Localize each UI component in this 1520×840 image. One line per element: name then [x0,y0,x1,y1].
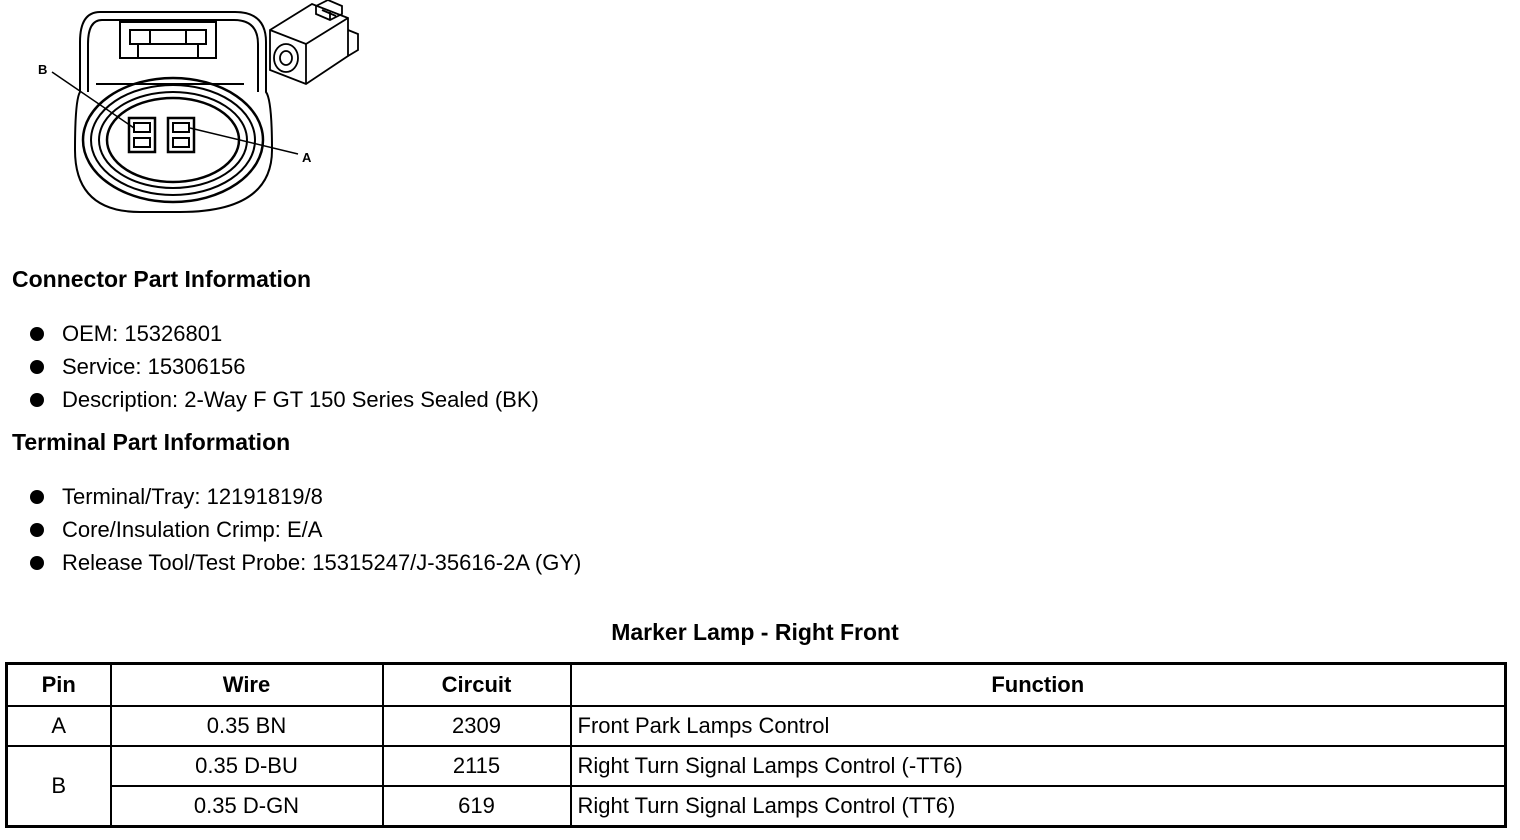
cell-function: Right Turn Signal Lamps Control (-TT6) [571,746,1506,786]
table-row [7,706,1506,746]
bullet-icon [30,523,44,537]
connector-info-heading: Connector Part Information [12,266,312,292]
header-function: Function [571,664,1506,707]
cell-wire: 0.35 D-GN [111,786,383,827]
terminal-info-list [28,480,581,579]
cell-circuit: 2309 [383,706,571,746]
table-row [7,746,1506,786]
header-circuit: Circuit [383,664,571,707]
cell-pin: B [7,746,111,827]
connector-info-list [28,317,539,416]
list-item: Description: 2-Way F GT 150 Series Sealed (BK) [28,383,539,416]
pinout-table [5,662,1507,828]
cell-pin: A [7,706,111,746]
cell-function: Right Turn Signal Lamps Control (TT6) [571,786,1506,827]
bullet-icon [30,360,44,374]
table-header-row [7,664,1506,707]
cell-circuit: 2115 [383,746,571,786]
pin-label-a: A [302,150,312,165]
cell-wire: 0.35 D-BU [111,746,383,786]
list-item: Service: 15306156 [28,350,539,383]
terminal-info-heading: Terminal Part Information [12,429,291,455]
list-item: Release Tool/Test Probe: 15315247/J-35616-2A (GY) [28,546,581,579]
table-row [7,786,1506,827]
connector-isometric-icon [270,0,358,84]
table-title: Marker Lamp - Right Front [611,619,899,645]
list-item: Terminal/Tray: 12191819/8 [28,480,581,513]
cell-wire: 0.35 BN [111,706,383,746]
connector-latch [120,22,216,58]
bullet-icon [30,490,44,504]
bullet-icon [30,327,44,341]
cell-function: Front Park Lamps Control [571,706,1506,746]
connector-diagram [30,0,380,222]
header-wire: Wire [111,664,383,707]
list-item: OEM: 15326801 [28,317,539,350]
pin-label-b: B [38,62,48,77]
header-pin: Pin [7,664,111,707]
cell-circuit: 619 [383,786,571,827]
bullet-icon [30,393,44,407]
bullet-icon [30,556,44,570]
list-item: Core/Insulation Crimp: E/A [28,513,581,546]
